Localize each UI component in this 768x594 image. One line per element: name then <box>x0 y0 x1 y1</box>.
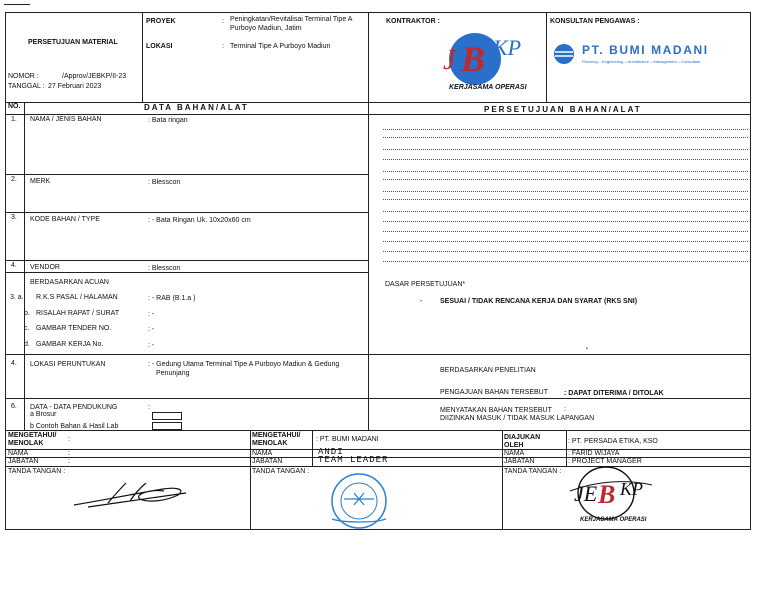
item-value: : - <box>148 326 155 333</box>
blank-line <box>383 251 748 252</box>
sig-jabatan-value: TEAM LEADER <box>318 455 389 465</box>
tanggal-value: 27 Februari 2023 <box>48 83 102 90</box>
sig-nama-label: NAMA <box>252 450 273 457</box>
sig-heading: OLEH <box>504 442 524 449</box>
konsultan-label: KONSULTAN PENGAWAS : <box>550 18 640 25</box>
col-data-bahan: DATA BAHAN/ALAT <box>144 103 249 112</box>
pengajuan-value: : DAPAT DITERIMA / DITOLAK <box>564 390 664 397</box>
item-label: DATA - DATA PENDUKUNG <box>30 404 118 411</box>
nomor-value: /Approv/JEBKP/II-23 <box>62 73 127 80</box>
blank-line <box>383 231 748 232</box>
item-label: VENDOR <box>30 264 60 271</box>
item-no: 3. a. <box>10 294 24 301</box>
row-line <box>6 272 368 273</box>
item-value: : - <box>148 311 155 318</box>
item-label: LOKASI PERUNTUKAN <box>30 361 106 368</box>
svg-text:KP: KP <box>620 479 644 499</box>
acuan-heading: BERDASARKAN ACUAN <box>30 279 109 286</box>
row-line <box>6 260 368 261</box>
diizinkan-text: DIIZINKAN MASUK / TIDAK MASUK LAPANGAN <box>440 415 595 422</box>
dot-mark: • <box>586 346 588 352</box>
item-label: GAMBAR KERJA No. <box>36 341 104 348</box>
sig-company: : PT. PERSADA ETIKA, KSO <box>568 438 658 445</box>
tanggal-label: TANGGAL : <box>8 83 45 90</box>
colon: : <box>68 436 70 443</box>
nomor-label: NOMOR : <box>8 73 39 80</box>
item-label: RISALAH RAPAT / SURAT <box>36 310 120 317</box>
proyek-label: PROYEK <box>146 18 176 25</box>
company-stamp <box>566 461 656 527</box>
blank-line <box>383 211 748 212</box>
sig-divider <box>250 430 251 529</box>
item-no: 4. <box>11 360 17 367</box>
item-no: 3. <box>11 214 17 221</box>
header-bottom-line <box>6 102 750 103</box>
sig-nama-value: : FARID WIJAYA <box>568 450 620 457</box>
blank-line <box>383 261 748 262</box>
signature-scribble <box>68 471 198 515</box>
item-value: : Bata ringan <box>148 117 188 124</box>
item-sub: a Brosur <box>30 411 57 418</box>
lokasi-value: Terminal Tipe A Purboyo Madiun <box>230 43 331 50</box>
sig-nama-label: NAMA <box>8 450 29 457</box>
sig-ttd-label: TANDA TANGAN : <box>252 468 310 475</box>
sig-jabatan-label: JABATAN <box>504 458 535 465</box>
blank-line <box>383 149 748 150</box>
item-no: 6. <box>11 403 17 410</box>
item-value: : <box>148 404 150 411</box>
colon: : <box>222 18 224 25</box>
dash: - <box>420 298 423 305</box>
item-label: MERK <box>30 178 51 185</box>
blank-line <box>383 241 748 242</box>
stamp-seal <box>324 469 394 529</box>
blank-line <box>383 171 748 172</box>
brosur-checkbox[interactable] <box>152 412 182 420</box>
sig-company: : PT. BUMI MADANI <box>316 436 379 443</box>
sig-nama-value: : <box>68 450 70 457</box>
col-no: NO. <box>8 103 21 110</box>
jebkp-logo <box>431 25 536 93</box>
blank-line <box>383 159 748 160</box>
bumi-madani-tagline: Planning – Engineering – Architecture – Management – Consultant <box>582 59 701 64</box>
item-value: Penunjang <box>156 370 190 377</box>
sig-heading: MENGETAHUI/ <box>8 432 57 439</box>
item-value: : - <box>148 342 155 349</box>
row-line <box>6 174 368 175</box>
header-divider <box>368 13 369 102</box>
svg-text:B: B <box>598 480 616 509</box>
item-no: 2. <box>11 176 17 183</box>
sig-heading: MENOLAK <box>252 440 288 447</box>
blank-line <box>383 191 748 192</box>
blank-line <box>383 199 748 200</box>
col-persetujuan: PERSETUJUAN BAHAN/ALAT <box>484 105 642 114</box>
sig-nama-value: ANDI <box>318 447 344 457</box>
item-label: NAMA / JENIS BAHAN <box>30 116 102 123</box>
sig-ttd-label: TANDA TANGAN : <box>504 468 562 475</box>
svg-text:KERJASAMA OPERASI: KERJASAMA OPERASI <box>449 84 527 91</box>
row-line <box>6 354 750 355</box>
sig-jabatan-value: : <box>68 458 70 465</box>
menyatakan-label: MENYATAKAN BAHAN TERSEBUT <box>440 407 552 414</box>
top-left-mark <box>4 4 30 5</box>
item-no: c. <box>24 325 30 332</box>
sig-jabatan-label: JABATAN <box>8 458 39 465</box>
approval-form <box>5 12 751 530</box>
row-line <box>6 212 368 213</box>
row-line <box>6 114 750 115</box>
no-column-line <box>24 102 25 430</box>
form-title: PERSETUJUAN MATERIAL <box>28 39 118 46</box>
dasar-persetujuan: DASAR PERSETUJUAN* <box>385 281 466 288</box>
header-divider <box>142 13 143 102</box>
item-label: R.K.S PASAL / HALAMAN <box>36 294 118 301</box>
kontraktor-label: KONTRAKTOR : <box>386 18 440 25</box>
colon: : <box>564 406 566 413</box>
sesuai-text: SESUAI / TIDAK RENCANA KERJA DAN SYARAT (RKS SNI) <box>440 298 638 305</box>
row-line <box>6 430 750 431</box>
svg-text:JE: JE <box>574 481 598 506</box>
colon: : <box>222 43 224 50</box>
item-value: : - Gedung Utama Terminal Tipe A Purboyo Madiun & Gedung <box>148 361 340 368</box>
item-label: KODE BAHAN / TYPE <box>30 216 100 223</box>
sig-heading: DIAJUKAN <box>504 434 541 441</box>
proyek-value-2: Purboyo Madiun, Jatim <box>230 25 302 32</box>
item-value: : Blesscon <box>148 179 181 186</box>
penelitian-text: BERDASARKAN PENELITIAN <box>440 367 536 374</box>
item-value: : - Bata Ringan Uk. 10x20x60 cm <box>148 217 251 224</box>
item-sub: b Contoh Bahan & Hasil Lab <box>30 423 119 430</box>
bumi-madani-logo: PT. BUMI MADANI <box>582 43 709 57</box>
pengajuan-label: PENGAJUAN BAHAN TERSEBUT <box>440 389 549 396</box>
header-divider <box>546 13 547 102</box>
sig-heading: MENOLAK <box>8 440 44 447</box>
mid-column-line <box>368 102 369 430</box>
sig-jabatan-value: : PROJECT MANAGER <box>568 458 642 465</box>
sig-nama-label: NAMA <box>504 450 525 457</box>
svg-text:KERJASAMA OPERASI: KERJASAMA OPERASI <box>580 517 647 523</box>
item-value: : - RAB (B.1.a ) <box>148 295 196 302</box>
sig-heading: MENGETAHUI/ <box>252 432 301 439</box>
item-no: 1. <box>11 116 17 123</box>
sig-ttd-label: TANDA TANGAN : <box>8 468 66 475</box>
item-no: b. <box>24 310 30 317</box>
sig-jabatan-label: JABATAN <box>252 458 283 465</box>
svg-text:KP: KP <box>493 35 522 60</box>
item-no: 4. <box>11 262 17 269</box>
proyek-value-1: Peningkatan/Revitalisai Terminal Tipe A <box>230 16 353 23</box>
sig-label-divider <box>312 430 313 466</box>
row-line <box>6 398 750 399</box>
item-label: GAMBAR TENDER NO. <box>36 325 112 332</box>
globe-icon <box>553 43 575 65</box>
row-line <box>6 449 750 450</box>
svg-text:J: J <box>443 45 456 76</box>
item-no: d. <box>24 341 30 348</box>
item-value: : Blesscon <box>148 265 181 272</box>
sig-divider <box>502 430 503 529</box>
blank-line <box>383 129 748 130</box>
blank-line <box>383 179 748 180</box>
blank-line <box>383 137 748 138</box>
contoh-bahan-checkbox[interactable] <box>152 422 182 430</box>
svg-text:B: B <box>461 39 486 79</box>
blank-line <box>383 221 748 222</box>
lokasi-label: LOKASI <box>146 43 173 50</box>
